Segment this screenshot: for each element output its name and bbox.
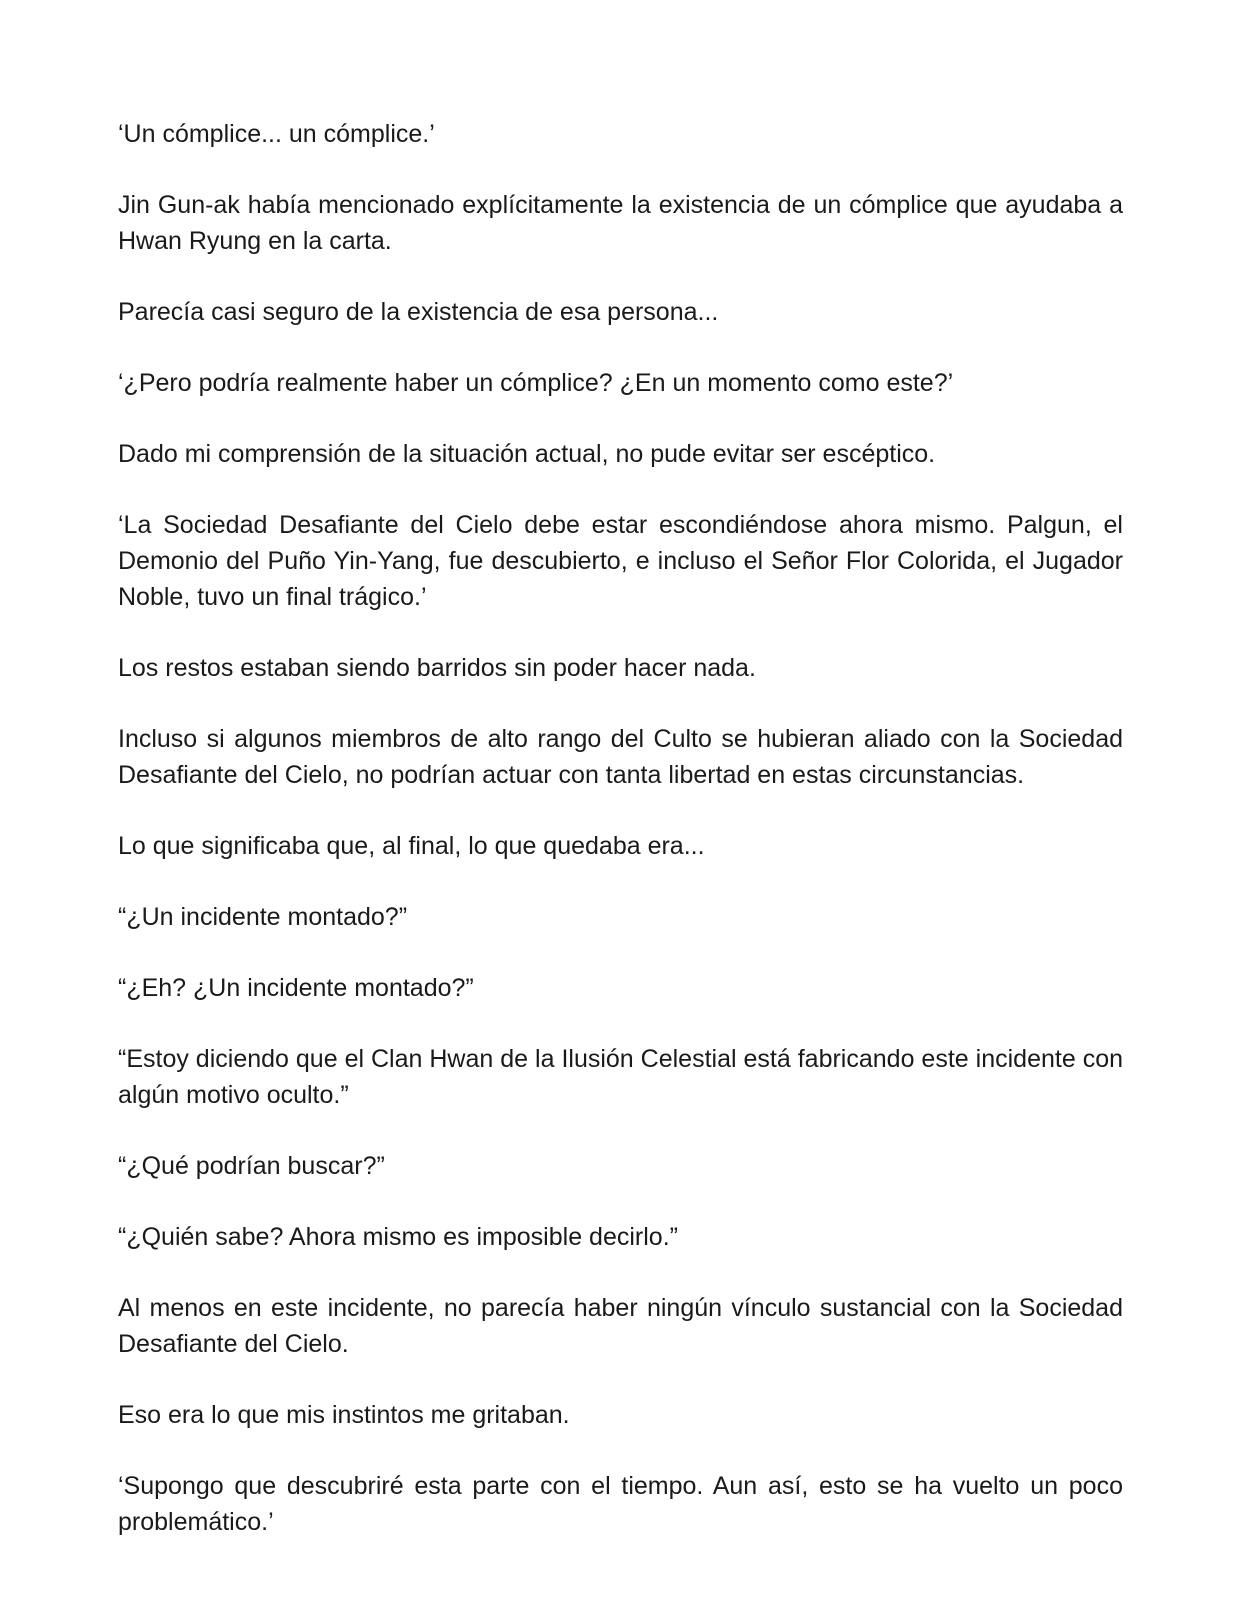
- paragraph: ‘Supongo que descubriré esta parte con el tiempo. Aun así, esto se ha vuelto un poco problemático.’: [118, 1472, 1123, 1536]
- paragraph: “¿Quién sabe? Ahora mismo es imposible decirlo.”: [118, 1223, 678, 1251]
- paragraph: “¿Qué podrían buscar?”: [118, 1152, 385, 1180]
- paragraph: Lo que significaba que, al final, lo que quedaba era...: [118, 832, 705, 860]
- paragraph: Dado mi comprensión de la situación actual, no pude evitar ser escéptico.: [118, 440, 936, 468]
- paragraph: Incluso si algunos miembros de alto rango del Culto se hubieran aliado con la Sociedad Desafiante del Cielo, no podrían actuar con tanta libertad en estas circunstancias.: [118, 725, 1123, 789]
- paragraph: ‘Un cómplice... un cómplice.’: [118, 120, 435, 148]
- document-body: [118, 116, 1123, 1575]
- paragraph: “Estoy diciendo que el Clan Hwan de la Ilusión Celestial está fabricando este incidente con algún motivo oculto.”: [118, 1045, 1123, 1109]
- paragraph: ‘La Sociedad Desafiante del Cielo debe estar escondiéndose ahora mismo. Palgun, el Demonio del Puño Yin-Yang, fue descubierto, e incluso el Señor Flor Colorida, el Jugador Noble, tuvo un final trágico.’: [118, 511, 1123, 611]
- paragraph: ‘¿Pero podría realmente haber un cómplice? ¿En un momento como este?’: [118, 369, 954, 397]
- paragraph: Al menos en este incidente, no parecía haber ningún vínculo sustancial con la Sociedad Desafiante del Cielo.: [118, 1294, 1123, 1358]
- paragraph: Los restos estaban siendo barridos sin poder hacer nada.: [118, 654, 756, 682]
- paragraph: Parecía casi seguro de la existencia de esa persona...: [118, 298, 719, 326]
- paragraph: Jin Gun-ak había mencionado explícitamente la existencia de un cómplice que ayudaba a Hwan Ryung en la carta.: [118, 191, 1123, 255]
- paragraph: “¿Eh? ¿Un incidente montado?”: [118, 974, 474, 1002]
- paragraph: Eso era lo que mis instintos me gritaban.: [118, 1401, 570, 1429]
- paragraph: “¿Un incidente montado?”: [118, 903, 408, 931]
